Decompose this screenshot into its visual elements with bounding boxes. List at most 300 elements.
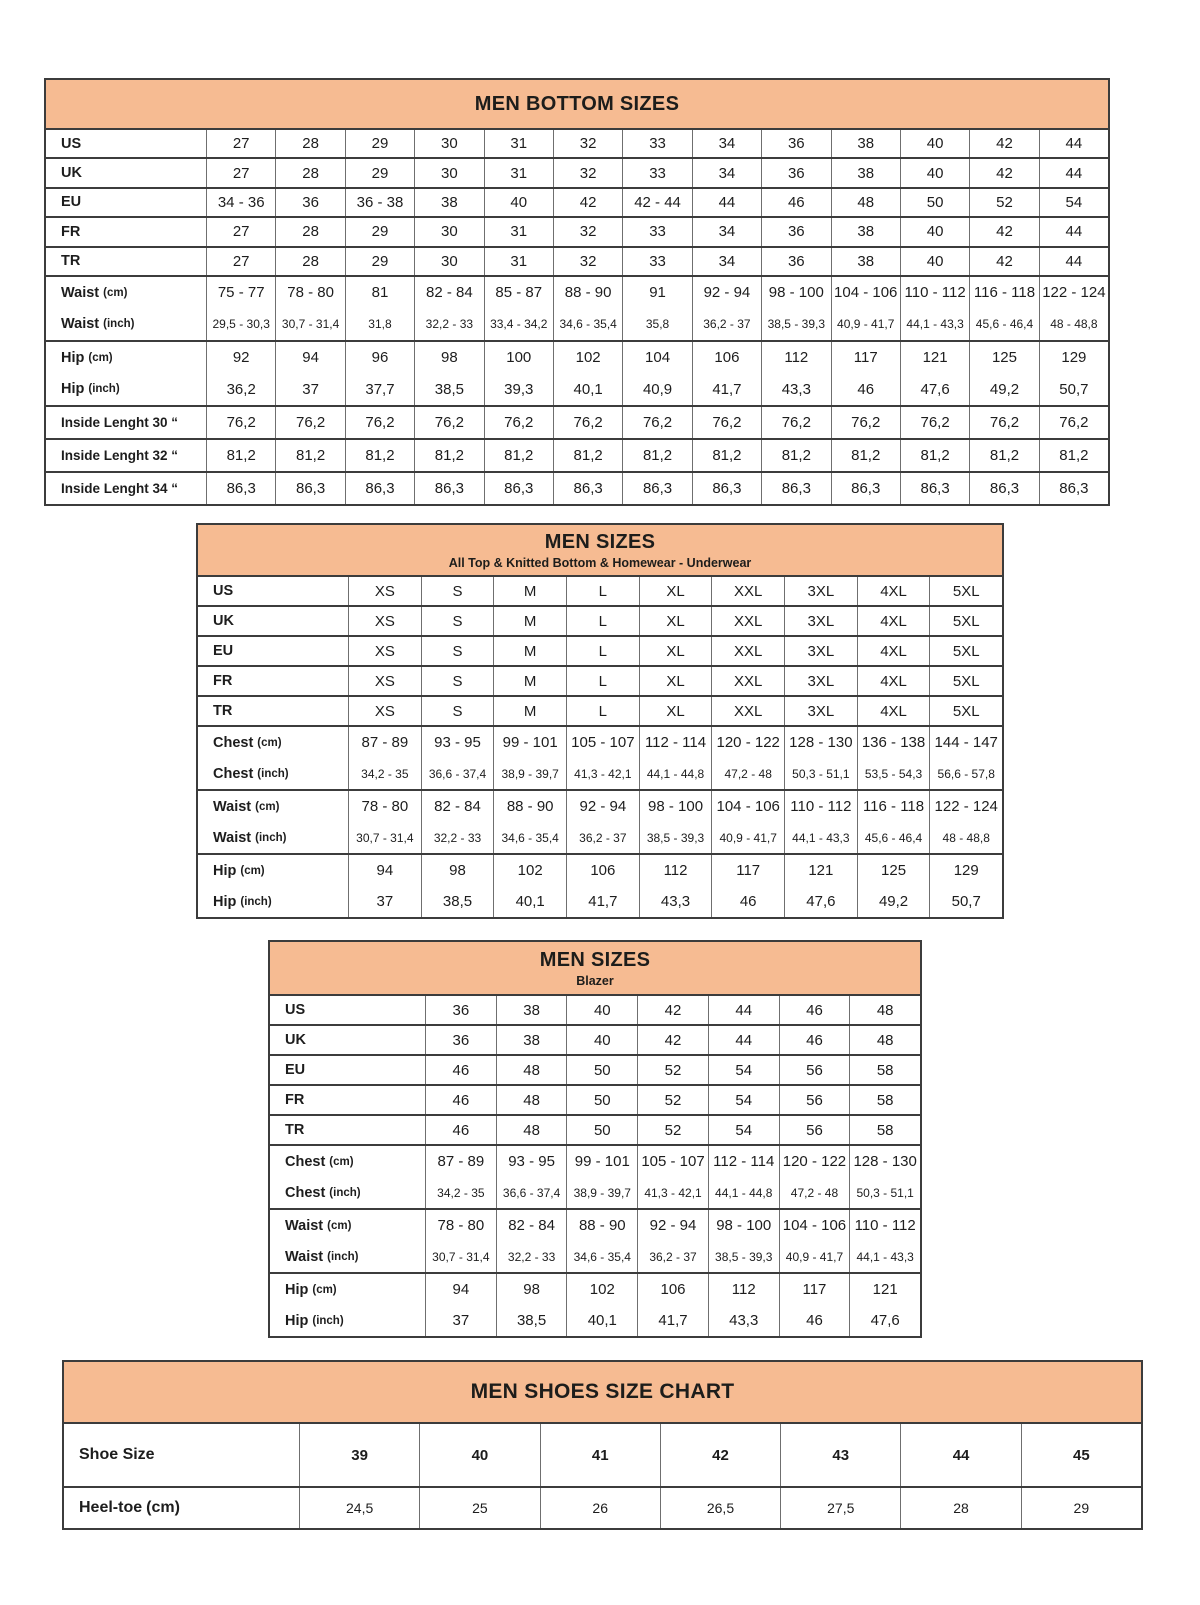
table-line: [270, 1056, 920, 1084]
value-cell: 25: [419, 1488, 539, 1528]
value-cell: 34: [692, 248, 761, 275]
value-cell: 125: [969, 342, 1038, 374]
value-cell: 81,2: [761, 440, 830, 471]
value-cell: 48: [496, 1086, 567, 1114]
value-cell: 81,2: [622, 440, 691, 471]
table-line: [270, 1241, 920, 1272]
value-cell: 42: [637, 996, 708, 1024]
value-cell: 47,6: [849, 1305, 920, 1336]
table-row: [46, 216, 1108, 245]
value-cell: 44: [1039, 130, 1108, 157]
value-cell: 27: [206, 159, 275, 186]
table-line: [46, 248, 1108, 275]
value-cell: 92 - 94: [637, 1210, 708, 1241]
table-row: [270, 1054, 920, 1084]
value-cell: 76,2: [414, 407, 483, 438]
value-cell: 88 - 90: [553, 277, 622, 309]
value-cell: 34,2 - 35: [425, 1177, 496, 1208]
value-cell: 28: [900, 1488, 1020, 1528]
value-cell: M: [493, 577, 566, 605]
value-cell: 26,5: [660, 1488, 780, 1528]
value-cell: 87 - 89: [425, 1146, 496, 1177]
value-cell: 4XL: [857, 667, 930, 695]
table-line: [270, 1116, 920, 1144]
value-cell: 34,6 - 35,4: [553, 308, 622, 340]
table-row: [270, 1024, 920, 1054]
value-cell: 3XL: [784, 667, 857, 695]
value-cell: 31: [484, 218, 553, 245]
value-cell: 38,5 - 39,3: [639, 822, 712, 853]
table-row: [64, 1486, 1141, 1528]
value-cell: 3XL: [784, 697, 857, 725]
value-cell: 36: [275, 189, 344, 216]
value-cell: 42: [969, 130, 1038, 157]
value-cell: 82 - 84: [496, 1210, 567, 1241]
value-cell: 44: [1039, 248, 1108, 275]
table-row: [270, 994, 920, 1024]
value-cell: 32,2 - 33: [496, 1241, 567, 1272]
value-cell: XL: [639, 637, 712, 665]
value-cell: 27: [206, 218, 275, 245]
value-cell: 40,9 - 41,7: [779, 1241, 850, 1272]
value-cell: 106: [692, 342, 761, 374]
value-cell: 129: [1039, 342, 1108, 374]
value-cell: 49,2: [857, 886, 930, 917]
table-line: [270, 1274, 920, 1305]
men-bottom-sizes-table: [44, 78, 1110, 506]
table-line: [198, 855, 1002, 886]
row-label: Waist (cm): [285, 1217, 352, 1234]
row-label: US: [61, 135, 82, 152]
table-row: [270, 1272, 920, 1336]
value-cell: 81,2: [484, 440, 553, 471]
row-label: Hip (inch): [285, 1312, 344, 1329]
table-line: [198, 667, 1002, 695]
table-row: [46, 187, 1108, 216]
value-cell: 81: [345, 277, 414, 309]
value-cell: 31: [484, 130, 553, 157]
value-cell: 34: [692, 218, 761, 245]
value-cell: 45,6 - 46,4: [857, 822, 930, 853]
value-cell: L: [566, 607, 639, 635]
value-cell: 76,2: [761, 407, 830, 438]
table-row: [198, 853, 1002, 917]
value-cell: 36,2 - 37: [566, 822, 639, 853]
value-cell: 46: [779, 996, 850, 1024]
value-cell: 50: [900, 189, 969, 216]
value-cell: 117: [779, 1274, 850, 1305]
value-cell: 121: [784, 855, 857, 886]
value-cell: XL: [639, 667, 712, 695]
value-cell: 98: [496, 1274, 567, 1305]
value-cell: 47,6: [900, 373, 969, 405]
value-cell: 46: [711, 886, 784, 917]
value-cell: 81,2: [1039, 440, 1108, 471]
value-cell: 44: [1039, 159, 1108, 186]
value-cell: 58: [849, 1086, 920, 1114]
value-cell: 36: [761, 130, 830, 157]
row-label: Waist (inch): [61, 316, 135, 333]
value-cell: 112 - 114: [708, 1146, 779, 1177]
value-cell: 37,7: [345, 373, 414, 405]
value-cell: 30: [414, 159, 483, 186]
value-cell: 81,2: [553, 440, 622, 471]
value-cell: 98 - 100: [639, 791, 712, 822]
men-blazer-sizes-table: [268, 940, 922, 1338]
table-row: [198, 725, 1002, 789]
value-cell: 56: [779, 1056, 850, 1084]
value-cell: 29: [345, 159, 414, 186]
value-cell: XXL: [711, 697, 784, 725]
value-cell: 44,1 - 43,3: [849, 1241, 920, 1272]
value-cell: 41,3 - 42,1: [566, 758, 639, 789]
value-cell: 43,3: [761, 373, 830, 405]
value-cell: 30: [414, 248, 483, 275]
value-cell: 81,2: [900, 440, 969, 471]
value-cell: 54: [708, 1056, 779, 1084]
value-cell: XL: [639, 607, 712, 635]
value-cell: 28: [275, 159, 344, 186]
table-row: [198, 665, 1002, 695]
value-cell: 40: [900, 159, 969, 186]
value-cell: 46: [761, 189, 830, 216]
value-cell: 38: [496, 1026, 567, 1054]
value-cell: 125: [857, 855, 930, 886]
value-cell: 86,3: [484, 473, 553, 504]
value-cell: 40,9 - 41,7: [831, 308, 900, 340]
value-cell: S: [421, 577, 494, 605]
value-cell: 37: [275, 373, 344, 405]
value-cell: 30,7 - 31,4: [425, 1241, 496, 1272]
value-cell: 46: [425, 1086, 496, 1114]
value-cell: 36: [761, 248, 830, 275]
value-cell: 122 - 124: [1039, 277, 1108, 309]
table-line: [46, 308, 1108, 340]
men-shoes-size-table: [62, 1360, 1143, 1530]
row-label: FR: [285, 1092, 305, 1108]
value-cell: 86,3: [206, 473, 275, 504]
value-cell: 44: [708, 996, 779, 1024]
value-cell: 38: [496, 996, 567, 1024]
value-cell: 54: [1039, 189, 1108, 216]
value-cell: 48: [849, 996, 920, 1024]
value-cell: 4XL: [857, 607, 930, 635]
value-cell: 105 - 107: [566, 727, 639, 758]
value-cell: 76,2: [692, 407, 761, 438]
value-cell: 94: [425, 1274, 496, 1305]
value-cell: 44: [900, 1424, 1020, 1486]
value-cell: 99 - 101: [493, 727, 566, 758]
value-cell: 98: [414, 342, 483, 374]
table-line: [46, 218, 1108, 245]
value-cell: 40,9 - 41,7: [711, 822, 784, 853]
value-cell: 110 - 112: [849, 1210, 920, 1241]
row-label: FR: [61, 223, 81, 240]
value-cell: 31: [484, 159, 553, 186]
value-cell: 46: [425, 1056, 496, 1084]
table-line: [270, 1210, 920, 1241]
value-cell: 48 - 48,8: [1039, 308, 1108, 340]
row-label: Waist (cm): [61, 284, 128, 301]
value-cell: 44: [708, 1026, 779, 1054]
value-cell: 46: [779, 1026, 850, 1054]
value-cell: 104: [622, 342, 691, 374]
value-cell: 86,3: [622, 473, 691, 504]
value-cell: 38,5: [496, 1305, 567, 1336]
value-cell: 3XL: [784, 607, 857, 635]
value-cell: 28: [275, 248, 344, 275]
value-cell: 93 - 95: [421, 727, 494, 758]
value-cell: 86,3: [969, 473, 1038, 504]
value-cell: 48 - 48,8: [929, 822, 1002, 853]
value-cell: S: [421, 667, 494, 695]
value-cell: 3XL: [784, 577, 857, 605]
value-cell: 32: [553, 218, 622, 245]
value-cell: 54: [708, 1116, 779, 1144]
value-cell: 92 - 94: [692, 277, 761, 309]
value-cell: 28: [275, 218, 344, 245]
table-line: [46, 373, 1108, 405]
value-cell: 36: [425, 1026, 496, 1054]
value-cell: 144 - 147: [929, 727, 1002, 758]
value-cell: 5XL: [929, 697, 1002, 725]
value-cell: 34,6 - 35,4: [566, 1241, 637, 1272]
value-cell: 104 - 106: [711, 791, 784, 822]
value-cell: 34: [692, 130, 761, 157]
value-cell: 32,2 - 33: [421, 822, 494, 853]
value-cell: 54: [708, 1086, 779, 1114]
value-cell: 38: [831, 218, 900, 245]
table-row: [46, 128, 1108, 157]
value-cell: 33: [622, 248, 691, 275]
value-cell: 30: [414, 218, 483, 245]
value-cell: 81,2: [206, 440, 275, 471]
value-cell: 34: [692, 159, 761, 186]
value-cell: 38,5: [421, 886, 494, 917]
value-cell: 44,1 - 44,8: [708, 1177, 779, 1208]
row-label: Hip (inch): [61, 381, 120, 398]
table-row: [198, 605, 1002, 635]
value-cell: 86,3: [345, 473, 414, 504]
value-cell: 116 - 118: [969, 277, 1038, 309]
table-row: [46, 275, 1108, 340]
value-cell: 44: [692, 189, 761, 216]
value-cell: 45: [1021, 1424, 1141, 1486]
value-cell: 36,2 - 37: [692, 308, 761, 340]
value-cell: 52: [637, 1056, 708, 1084]
value-cell: 136 - 138: [857, 727, 930, 758]
value-cell: 31,8: [345, 308, 414, 340]
value-cell: 44: [1039, 218, 1108, 245]
value-cell: 81,2: [969, 440, 1038, 471]
value-cell: 34,2 - 35: [348, 758, 421, 789]
table-line: [46, 440, 1108, 471]
row-label: FR: [213, 673, 233, 689]
value-cell: 120 - 122: [711, 727, 784, 758]
value-cell: 32: [553, 248, 622, 275]
value-cell: 31: [484, 248, 553, 275]
value-cell: 128 - 130: [784, 727, 857, 758]
value-cell: 42: [637, 1026, 708, 1054]
row-label: TR: [61, 253, 81, 270]
value-cell: 37: [425, 1305, 496, 1336]
value-cell: 36,6 - 37,4: [421, 758, 494, 789]
value-cell: 46: [425, 1116, 496, 1144]
value-cell: 82 - 84: [414, 277, 483, 309]
value-cell: 117: [831, 342, 900, 374]
value-cell: 43,3: [708, 1305, 779, 1336]
value-cell: 76,2: [1039, 407, 1108, 438]
value-cell: 41: [540, 1424, 660, 1486]
value-cell: 42: [660, 1424, 780, 1486]
value-cell: 47,6: [784, 886, 857, 917]
table-line: [270, 1026, 920, 1054]
value-cell: 42: [553, 189, 622, 216]
value-cell: 34 - 36: [206, 189, 275, 216]
row-label: TR: [285, 1122, 305, 1138]
value-cell: 36: [425, 996, 496, 1024]
table-line: [46, 277, 1108, 309]
value-cell: 38: [831, 130, 900, 157]
value-cell: 27,5: [780, 1488, 900, 1528]
row-label: Heel-toe (cm): [79, 1499, 180, 1516]
table-title: MEN SIZES: [544, 530, 656, 553]
value-cell: 53,5 - 54,3: [857, 758, 930, 789]
value-cell: 121: [849, 1274, 920, 1305]
value-cell: 58: [849, 1056, 920, 1084]
value-cell: XL: [639, 577, 712, 605]
value-cell: 38,5: [414, 373, 483, 405]
value-cell: 81,2: [831, 440, 900, 471]
value-cell: 56,6 - 57,8: [929, 758, 1002, 789]
value-cell: 40,1: [566, 1305, 637, 1336]
value-cell: 4XL: [857, 697, 930, 725]
value-cell: XXL: [711, 607, 784, 635]
value-cell: 93 - 95: [496, 1146, 567, 1177]
value-cell: 50,3 - 51,1: [784, 758, 857, 789]
value-cell: 26: [540, 1488, 660, 1528]
value-cell: 40,1: [493, 886, 566, 917]
value-cell: 112: [639, 855, 712, 886]
value-cell: 56: [779, 1116, 850, 1144]
value-cell: 76,2: [900, 407, 969, 438]
value-cell: 48: [496, 1116, 567, 1144]
value-cell: 36: [761, 159, 830, 186]
value-cell: 50: [566, 1116, 637, 1144]
row-label: EU: [213, 643, 234, 659]
value-cell: 42: [969, 248, 1038, 275]
row-label: Chest (cm): [285, 1153, 354, 1170]
table-line: [64, 1424, 1141, 1486]
value-cell: M: [493, 607, 566, 635]
table-line: [198, 727, 1002, 758]
value-cell: 82 - 84: [421, 791, 494, 822]
table-subtitle: All Top & Knitted Bottom & Homewear - Underwear: [448, 555, 752, 570]
value-cell: 88 - 90: [566, 1210, 637, 1241]
value-cell: 128 - 130: [849, 1146, 920, 1177]
value-cell: XL: [639, 697, 712, 725]
row-label: EU: [285, 1062, 306, 1078]
value-cell: 50: [566, 1086, 637, 1114]
row-label: Waist (cm): [213, 798, 280, 815]
value-cell: 36,2 - 37: [637, 1241, 708, 1272]
value-cell: 4XL: [857, 577, 930, 605]
value-cell: XS: [348, 577, 421, 605]
value-cell: 36,6 - 37,4: [496, 1177, 567, 1208]
value-cell: 45,6 - 46,4: [969, 308, 1038, 340]
value-cell: S: [421, 607, 494, 635]
value-cell: 102: [493, 855, 566, 886]
value-cell: 40: [900, 130, 969, 157]
value-cell: XXL: [711, 577, 784, 605]
value-cell: 29,5 - 30,3: [206, 308, 275, 340]
table-row: [198, 789, 1002, 853]
value-cell: 42: [969, 218, 1038, 245]
value-cell: 39: [299, 1424, 419, 1486]
value-cell: 44,1 - 43,3: [900, 308, 969, 340]
table-header: [64, 1362, 1141, 1422]
value-cell: 129: [929, 855, 1002, 886]
table-line: [198, 758, 1002, 789]
value-cell: 96: [345, 342, 414, 374]
table-line: [270, 1177, 920, 1208]
value-cell: 104 - 106: [779, 1210, 850, 1241]
table-title: MEN SIZES: [539, 948, 651, 971]
value-cell: 40: [900, 218, 969, 245]
row-label: Hip (cm): [213, 862, 265, 879]
value-cell: 98 - 100: [761, 277, 830, 309]
value-cell: 120 - 122: [779, 1146, 850, 1177]
value-cell: 50,3 - 51,1: [849, 1177, 920, 1208]
value-cell: S: [421, 637, 494, 665]
table-row: [46, 471, 1108, 504]
value-cell: L: [566, 697, 639, 725]
value-cell: 76,2: [622, 407, 691, 438]
value-cell: 98: [421, 855, 494, 886]
value-cell: 5XL: [929, 667, 1002, 695]
value-cell: 110 - 112: [900, 277, 969, 309]
table-title: MEN BOTTOM SIZES: [474, 92, 680, 115]
row-label: Hip (cm): [285, 1281, 337, 1298]
value-cell: XS: [348, 607, 421, 635]
table-line: [46, 407, 1108, 438]
row-label: EU: [61, 194, 82, 211]
row-label: Chest (inch): [213, 765, 289, 782]
table-line: [198, 697, 1002, 725]
value-cell: 42 - 44: [622, 189, 691, 216]
value-cell: 76,2: [831, 407, 900, 438]
value-cell: 38,9 - 39,7: [493, 758, 566, 789]
value-cell: 46: [831, 373, 900, 405]
value-cell: 86,3: [761, 473, 830, 504]
value-cell: XXL: [711, 637, 784, 665]
value-cell: 52: [969, 189, 1038, 216]
value-cell: 40: [484, 189, 553, 216]
table-line: [198, 607, 1002, 635]
value-cell: 5XL: [929, 577, 1002, 605]
row-label: Hip (inch): [213, 893, 272, 910]
table-line: [46, 130, 1108, 157]
table-row: [198, 575, 1002, 605]
value-cell: 92 - 94: [566, 791, 639, 822]
value-cell: 35,8: [622, 308, 691, 340]
value-cell: 86,3: [414, 473, 483, 504]
value-cell: 88 - 90: [493, 791, 566, 822]
value-cell: 76,2: [969, 407, 1038, 438]
value-cell: 33: [622, 130, 691, 157]
table-title: MEN SHOES SIZE CHART: [470, 1380, 735, 1403]
value-cell: 85 - 87: [484, 277, 553, 309]
